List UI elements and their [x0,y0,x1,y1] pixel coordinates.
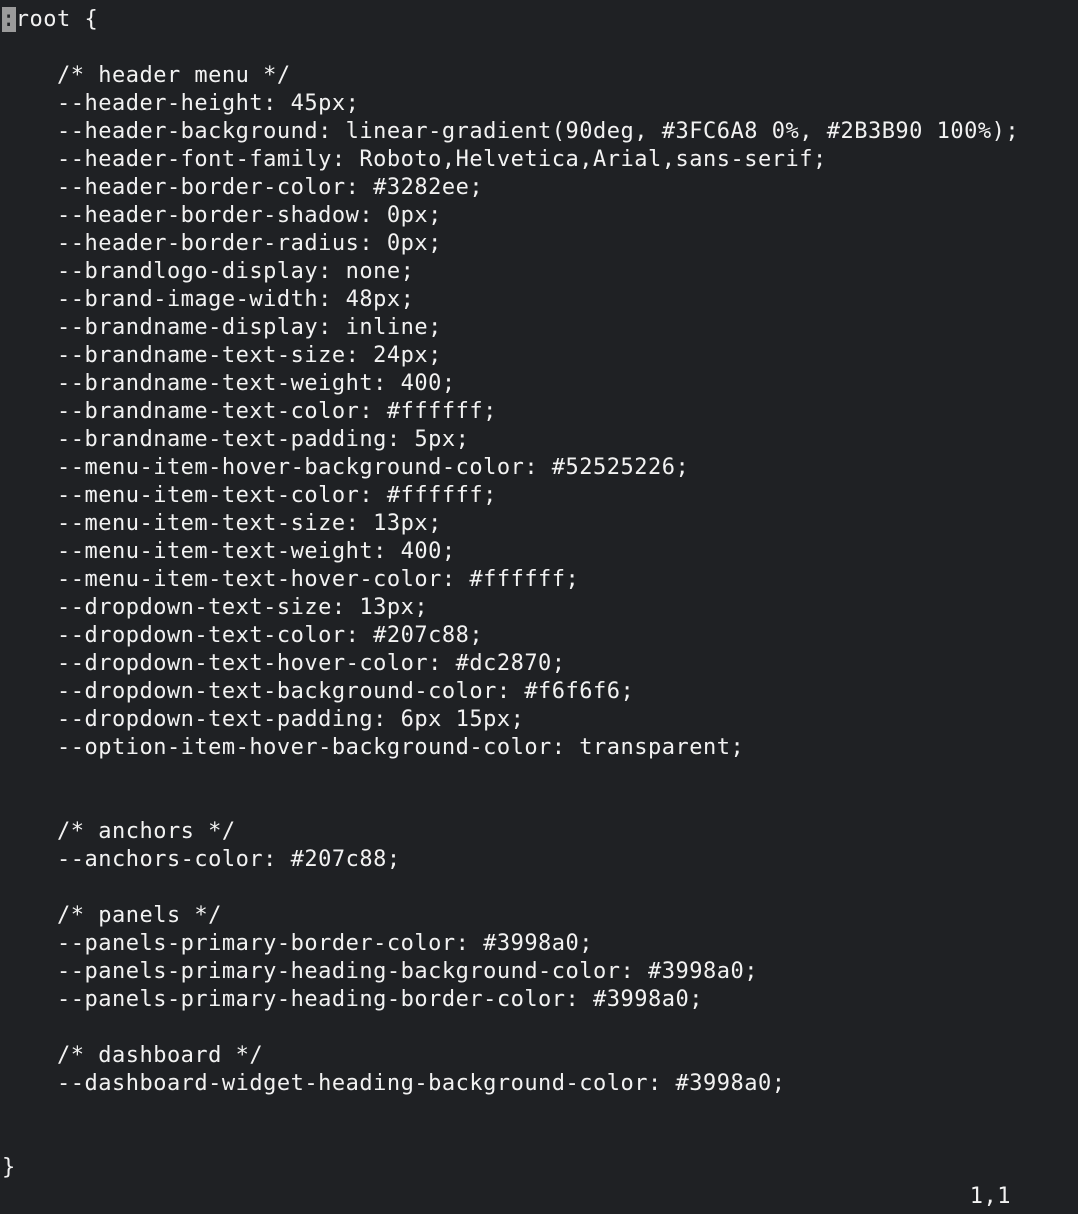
editor-line[interactable] [2,790,1078,818]
editor-line[interactable]: --header-background: linear-gradient(90deg, #3FC6A8 0%, #2B3B90 100%); [2,119,1020,144]
editor-line[interactable]: /* header menu */ [2,63,291,88]
editor-line[interactable] [2,1014,1078,1042]
editor-line[interactable]: --brandname-text-padding: 5px; [2,427,470,452]
editor-line[interactable]: --dropdown-text-background-color: #f6f6f6; [2,679,635,704]
status-bar [0,1182,1078,1214]
editor-line[interactable]: --brandlogo-display: none; [2,259,415,284]
editor-line[interactable] [2,762,1078,790]
editor-line[interactable] [2,1126,1078,1154]
editor-line[interactable]: --menu-item-text-size: 13px; [2,511,442,536]
editor-line[interactable]: --dropdown-text-hover-color: #dc2870; [2,651,566,676]
editor-line[interactable]: --brandname-text-weight: 400; [2,371,456,396]
editor-line[interactable]: --dashboard-widget-heading-background-color: #3998a0; [2,1071,786,1096]
editor-line[interactable]: --header-font-family: Roboto,Helvetica,Arial,sans-serif; [2,147,827,172]
editor-line[interactable]: --anchors-color: #207c88; [2,847,401,872]
editor-line[interactable]: --header-border-radius: 0px; [2,231,442,256]
editor-line[interactable]: /* anchors */ [2,819,236,844]
editor-line[interactable]: --panels-primary-heading-background-color: #3998a0; [2,959,758,984]
editor-line[interactable]: --dropdown-text-color: #207c88; [2,623,484,648]
editor-line[interactable]: --menu-item-hover-background-color: #52525226; [2,455,690,480]
editor-line[interactable]: --panels-primary-border-color: #3998a0; [2,931,594,956]
editor-line[interactable]: :root { [2,7,99,32]
cursor-position-ruler: 1,1 [969,1184,1011,1209]
editor-line[interactable]: --dropdown-text-size: 13px; [2,595,429,620]
editor-line[interactable]: --menu-item-text-hover-color: #ffffff; [2,567,580,592]
editor-line[interactable]: /* panels */ [2,903,222,928]
editor-line[interactable]: --header-height: 45px; [2,91,360,116]
editor-line[interactable]: --panels-primary-heading-border-color: #3998a0; [2,987,704,1012]
editor-line[interactable]: --brand-image-width: 48px; [2,287,415,312]
editor-line[interactable] [2,874,1078,902]
editor-line[interactable]: --menu-item-text-color: #ffffff; [2,483,497,508]
editor-line[interactable]: --header-border-color: #3282ee; [2,175,484,200]
editor-line[interactable]: --dropdown-text-padding: 6px 15px; [2,707,525,732]
editor-line[interactable]: --header-border-shadow: 0px; [2,203,442,228]
editor-line[interactable]: --brandname-display: inline; [2,315,442,340]
editor-line[interactable] [2,34,1078,62]
editor-line[interactable]: /* dashboard */ [2,1043,264,1068]
editor-line[interactable] [2,1098,1078,1126]
editor-line[interactable]: } [2,1155,16,1180]
editor-line[interactable]: --menu-item-text-weight: 400; [2,539,456,564]
editor-line[interactable]: --brandname-text-color: #ffffff; [2,399,497,424]
block-cursor: : [2,7,16,32]
editor-line[interactable]: --option-item-hover-background-color: transparent; [2,735,745,760]
editor-line[interactable]: --brandname-text-size: 24px; [2,343,442,368]
